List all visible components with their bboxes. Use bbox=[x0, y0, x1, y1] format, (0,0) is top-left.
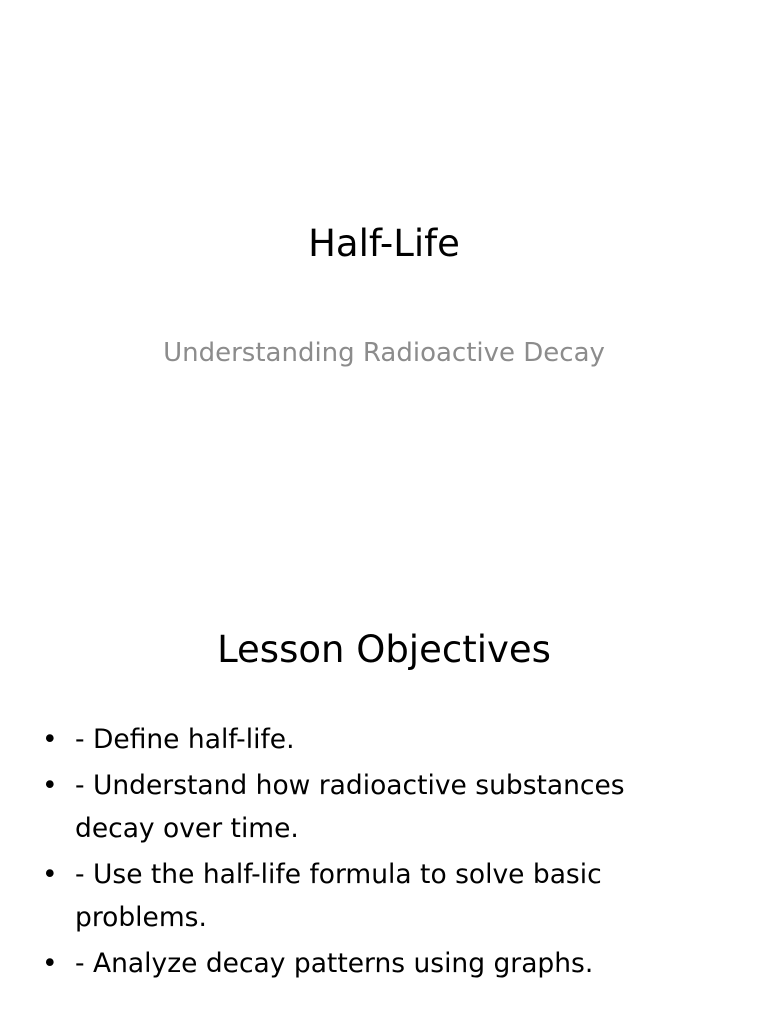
objective-text: - Define half-life. bbox=[75, 724, 295, 755]
objective-text: - Understand how radioactive substances decay over time. bbox=[75, 770, 625, 844]
objective-item bbox=[42, 764, 682, 850]
slide-subtitle: Understanding Radioactive Decay bbox=[163, 338, 605, 368]
objective-text: - Analyze decay patterns using graphs. bbox=[75, 948, 594, 979]
objectives-slide bbox=[0, 576, 768, 1024]
objective-item bbox=[42, 942, 682, 985]
objective-item bbox=[42, 853, 682, 939]
objectives-list bbox=[42, 718, 682, 988]
objective-item bbox=[42, 718, 682, 761]
objective-text: - Use the half-life formula to solve basic problems. bbox=[75, 859, 602, 933]
slide-title: Half-Life bbox=[308, 222, 460, 265]
bullet-icon: • bbox=[42, 948, 58, 979]
bullet-icon: • bbox=[42, 770, 58, 801]
bullet-icon: • bbox=[42, 724, 58, 755]
objectives-heading: Lesson Objectives bbox=[217, 628, 551, 671]
bullet-icon: • bbox=[42, 859, 58, 890]
